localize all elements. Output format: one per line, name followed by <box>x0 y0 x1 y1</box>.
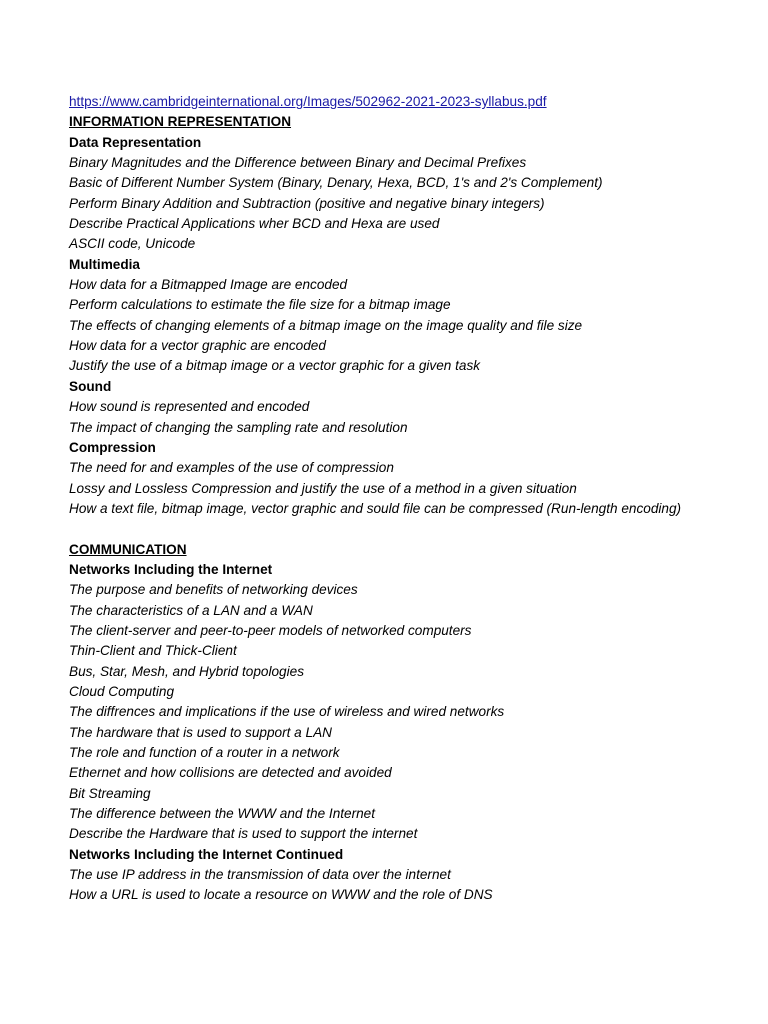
document-content <box>69 112 748 905</box>
section-title: INFORMATION REPRESENTATION <box>69 114 292 130</box>
topic-item: Perform Binary Addition and Subtraction (positive and negative binary integers) <box>69 195 545 211</box>
topic-item: The need for and examples of the use of compression <box>69 460 394 476</box>
topic-item: Thin-Client and Thick-Client <box>69 643 237 659</box>
topic-item: The client-server and peer-to-peer models of networked computers <box>69 622 472 638</box>
topic-item: The purpose and benefits of networking devices <box>69 582 358 598</box>
topic-item: The effects of changing elements of a bitmap image on the image quality and file size <box>69 317 583 333</box>
topic-item: Binary Magnitudes and the Difference between Binary and Decimal Prefixes <box>69 155 527 171</box>
topic-item: Perform calculations to estimate the file size for a bitmap image <box>69 297 451 313</box>
topic-heading: Sound <box>69 378 112 394</box>
topic-item: The impact of changing the sampling rate and resolution <box>69 419 408 435</box>
topic-item: The diffrences and implications if the use of wireless and wired networks <box>69 704 505 720</box>
topic-heading: Compression <box>69 439 156 455</box>
topic-item: ASCII code, Unicode <box>69 236 196 252</box>
topic-item: The characteristics of a LAN and a WAN <box>69 602 313 618</box>
topic-item: The use IP address in the transmission of data over the internet <box>69 867 451 883</box>
topic-heading: Multimedia <box>69 256 140 272</box>
topic-heading: Networks Including the Internet Continued <box>69 846 344 862</box>
topic-heading: Networks Including the Internet <box>69 561 273 577</box>
topic-item: How data for a vector graphic are encoded <box>69 338 326 354</box>
topic-item: Describe the Hardware that is used to support the internet <box>69 826 418 842</box>
topic-item: Ethernet and how collisions are detected and avoided <box>69 765 392 781</box>
topic-item: Bus, Star, Mesh, and Hybrid topologies <box>69 663 304 679</box>
topic-item: How a text file, bitmap image, vector graphic and sould file can be compressed (Run-length encoding) <box>69 500 682 516</box>
topic-item: How sound is represented and encoded <box>69 399 310 415</box>
topic-item: The role and function of a router in a network <box>69 745 340 760</box>
topic-item: Justify the use of a bitmap image or a vector graphic for a given task <box>69 358 481 374</box>
topic-item: Bit Streaming <box>69 785 151 801</box>
topic-item: How data for a Bitmapped Image are encoded <box>69 277 348 293</box>
topic-item: How a URL is used to locate a resource on WWW and the role of DNS <box>69 887 493 903</box>
topic-item: Cloud Computing <box>69 683 175 699</box>
topic-item: Basic of Different Number System (Binary, Denary, Hexa, BCD, 1's and 2's Complement) <box>69 175 603 191</box>
topic-item: The hardware that is used to support a LAN <box>69 724 332 740</box>
blank-line <box>69 519 748 539</box>
section-title: COMMUNICATION <box>69 541 187 557</box>
topic-item: Describe Practical Applications wher BCD and Hexa are used <box>69 216 440 232</box>
topic-item: Lossy and Lossless Compression and justify the use of a method in a given situation <box>69 480 577 496</box>
topic-heading: Data Representation <box>69 134 202 150</box>
syllabus-link[interactable]: https://www.cambridgeinternational.org/Images/502962-2021-2023-syllabus.pdf <box>69 94 547 109</box>
topic-item: The difference between the WWW and the Internet <box>69 806 376 822</box>
